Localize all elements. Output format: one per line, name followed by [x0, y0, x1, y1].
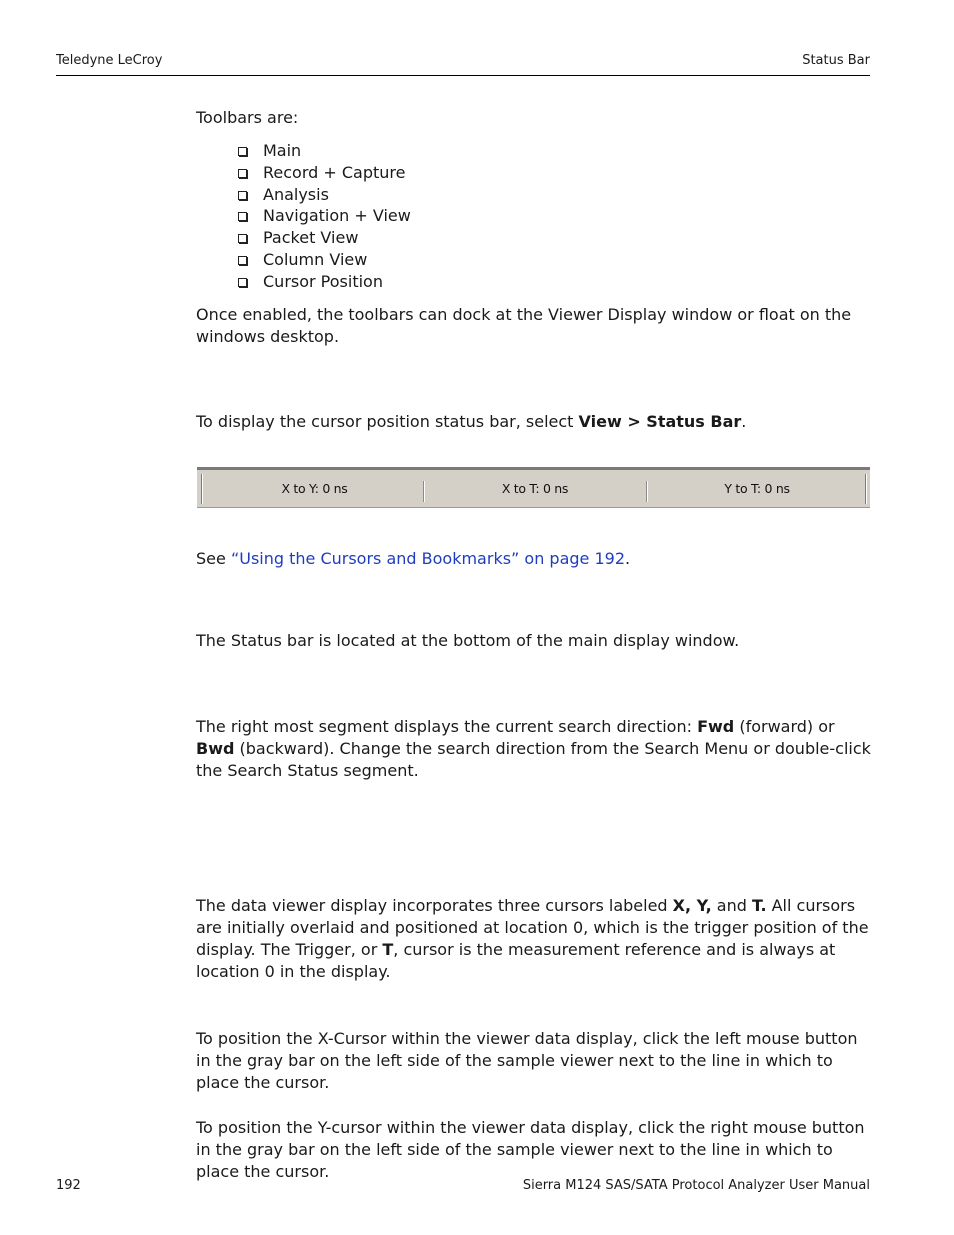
status-segment-y-to-t: Y to T: 0 ns [724, 481, 790, 496]
y-cursor-paragraph: To position the Y-cursor within the viewer data display, click the right mouse button in the gray bar on the left side of the sample viewer next to the line in which to place the cursor. [196, 1118, 865, 1181]
manual-title: Sierra M124 SAS/SATA Protocol Analyzer User Manual [522, 1178, 870, 1193]
page-number: 192 [56, 1178, 81, 1193]
checkbox-bullet-icon [238, 191, 247, 200]
checkbox-bullet-icon [238, 234, 247, 243]
header-company: Teledyne LeCroy [56, 53, 163, 68]
checkbox-bullet-icon [238, 147, 247, 156]
cursors-bookmarks-link[interactable]: “Using the Cursors and Bookmarks” on page 192 [230, 549, 626, 568]
checkbox-bullet-icon [238, 278, 247, 287]
status-segment-x-to-t: X to T: 0 ns [501, 481, 569, 496]
dock-paragraph: Once enabled, the toolbars can dock at the Viewer Display window or float on the windows desktop. [196, 305, 852, 346]
toolbars-intro: Toolbars are: [196, 108, 299, 127]
cursor-status-bar [197, 467, 870, 508]
list-item: Main [238, 140, 411, 162]
list-item: Column View [238, 249, 411, 271]
list-item: Record + Capture [238, 162, 411, 184]
search-direction-paragraph: The right most segment displays the current search direction: Fwd (forward) or Bwd (backward). Change the search direction from the Search Menu or double-click the Search Status segment. [196, 717, 871, 780]
list-item: Cursor Position [238, 271, 411, 293]
header-section: Status Bar [802, 53, 870, 68]
list-item: Navigation + View [238, 205, 411, 227]
x-cursor-paragraph: To position the X-Cursor within the viewer data display, click the left mouse button in the gray bar on the left side of the sample viewer next to the line in which to place the cursor. [196, 1029, 858, 1092]
checkbox-bullet-icon [238, 212, 247, 221]
see-paragraph: See “Using the Cursors and Bookmarks” on page 192. [196, 549, 631, 568]
cursors-paragraph: The data viewer display incorporates three cursors labeled X, Y, and T. All cursors are initially overlaid and positioned at location 0, which is the trigger position of the display. The Trigger, or T, cursor is the measurement reference and is always at location 0 in the display. [196, 896, 869, 981]
page-header [56, 53, 870, 76]
display-paragraph: To display the cursor position status bar, select View > Status Bar. [196, 412, 747, 431]
list-item: Packet View [238, 227, 411, 249]
checkbox-bullet-icon [238, 256, 247, 265]
toolbar-list [238, 140, 411, 293]
location-paragraph: The Status bar is located at the bottom of the main display window. [196, 631, 740, 650]
list-item: Analysis [238, 184, 411, 206]
checkbox-bullet-icon [238, 169, 247, 178]
status-segment-x-to-y: X to Y: 0 ns [281, 481, 348, 496]
